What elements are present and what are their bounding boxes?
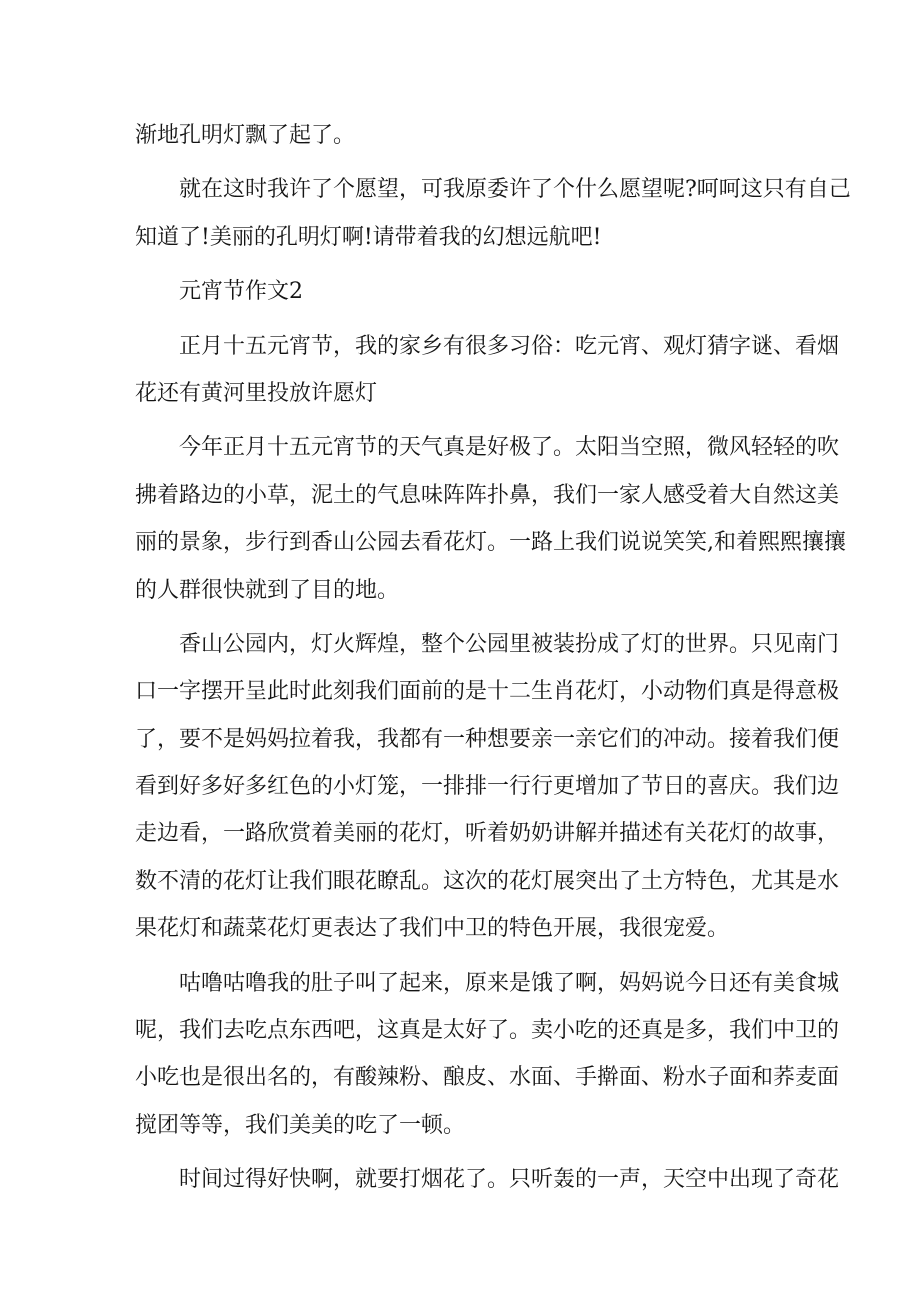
text-line: 走边看，一路欣赏着美丽的花灯，听着奶奶讲解并描述有关花灯的故事， xyxy=(135,821,840,847)
paragraph xyxy=(135,960,840,1150)
text-line: 小吃也是很出名的，有酸辣粉、酿皮、水面、手擀面、粉水子面和荞麦面 xyxy=(135,1065,840,1091)
document-body xyxy=(135,112,851,1204)
text-line: 就在这时我许了个愿望，可我原委许了个什么愿望呢?呵呵这只有自己 xyxy=(179,177,851,203)
section-title xyxy=(135,268,795,315)
paragraph xyxy=(135,112,795,159)
text-line: 今年正月十五元宵节的天气真是好极了。太阳当空照，微风轻轻的吹 xyxy=(179,435,840,461)
paragraph xyxy=(135,166,851,261)
text-line: 丽的景象，步行到香山公园去看花灯。一路上我们说说笑笑,和着熙熙攘攘 xyxy=(135,530,846,556)
text-line: 知道了!美丽的孔明灯啊!请带着我的幻想远航吧! xyxy=(135,224,602,250)
paragraph xyxy=(135,621,840,953)
text-line: 搅团等等，我们美美的吃了一顿。 xyxy=(135,1112,466,1138)
text-line: 花还有黄河里投放许愿灯 xyxy=(135,380,378,406)
paragraph xyxy=(135,1156,840,1203)
text-line: 果花灯和蔬菜花灯更表达了我们中卫的特色开展，我很宠爱。 xyxy=(135,916,730,942)
text-line: 数不清的花灯让我们眼花瞭乱。这次的花灯展突出了土方特色，尤其是水 xyxy=(135,868,840,894)
text-line: 香山公园内，灯火辉煌，整个公园里被装扮成了灯的世界。只见南门 xyxy=(179,631,840,657)
section-title-text: 元宵节作文2 xyxy=(179,279,303,305)
text-line: 正月十五元宵节，我的家乡有很多习俗：吃元宵、观灯猜字谜、看烟 xyxy=(179,333,840,359)
text-line: 看到好多好多红色的小灯笼，一排排一行行更增加了节日的喜庆。我们边 xyxy=(135,774,840,800)
text-line: 时间过得好快啊，就要打烟花了。只听轰的一声，天空中出现了奇花 xyxy=(179,1167,840,1193)
paragraph xyxy=(135,424,846,614)
text-line: 口一字摆开呈此时此刻我们面前的是十二生肖花灯，小动物们真是得意极 xyxy=(135,679,840,705)
text-line: 了，要不是妈妈拉着我，我都有一种想要亲一亲它们的冲动。接着我们便 xyxy=(135,726,840,752)
text-line: 拂着路边的小草，泥土的气息味阵阵扑鼻，我们一家人感受着大自然这美 xyxy=(135,482,840,508)
paragraph xyxy=(135,323,840,418)
text-line: 渐地孔明灯飘了起了。 xyxy=(135,123,356,148)
text-line: 的人群很快就到了目的地。 xyxy=(135,577,400,603)
text-line: 呢，我们去吃点东西吧，这真是太好了。卖小吃的还真是多，我们中卫的 xyxy=(135,1018,840,1044)
text-line: 咕噜咕噜我的肚子叫了起来，原来是饿了啊，妈妈说今日还有美食城 xyxy=(179,970,840,996)
